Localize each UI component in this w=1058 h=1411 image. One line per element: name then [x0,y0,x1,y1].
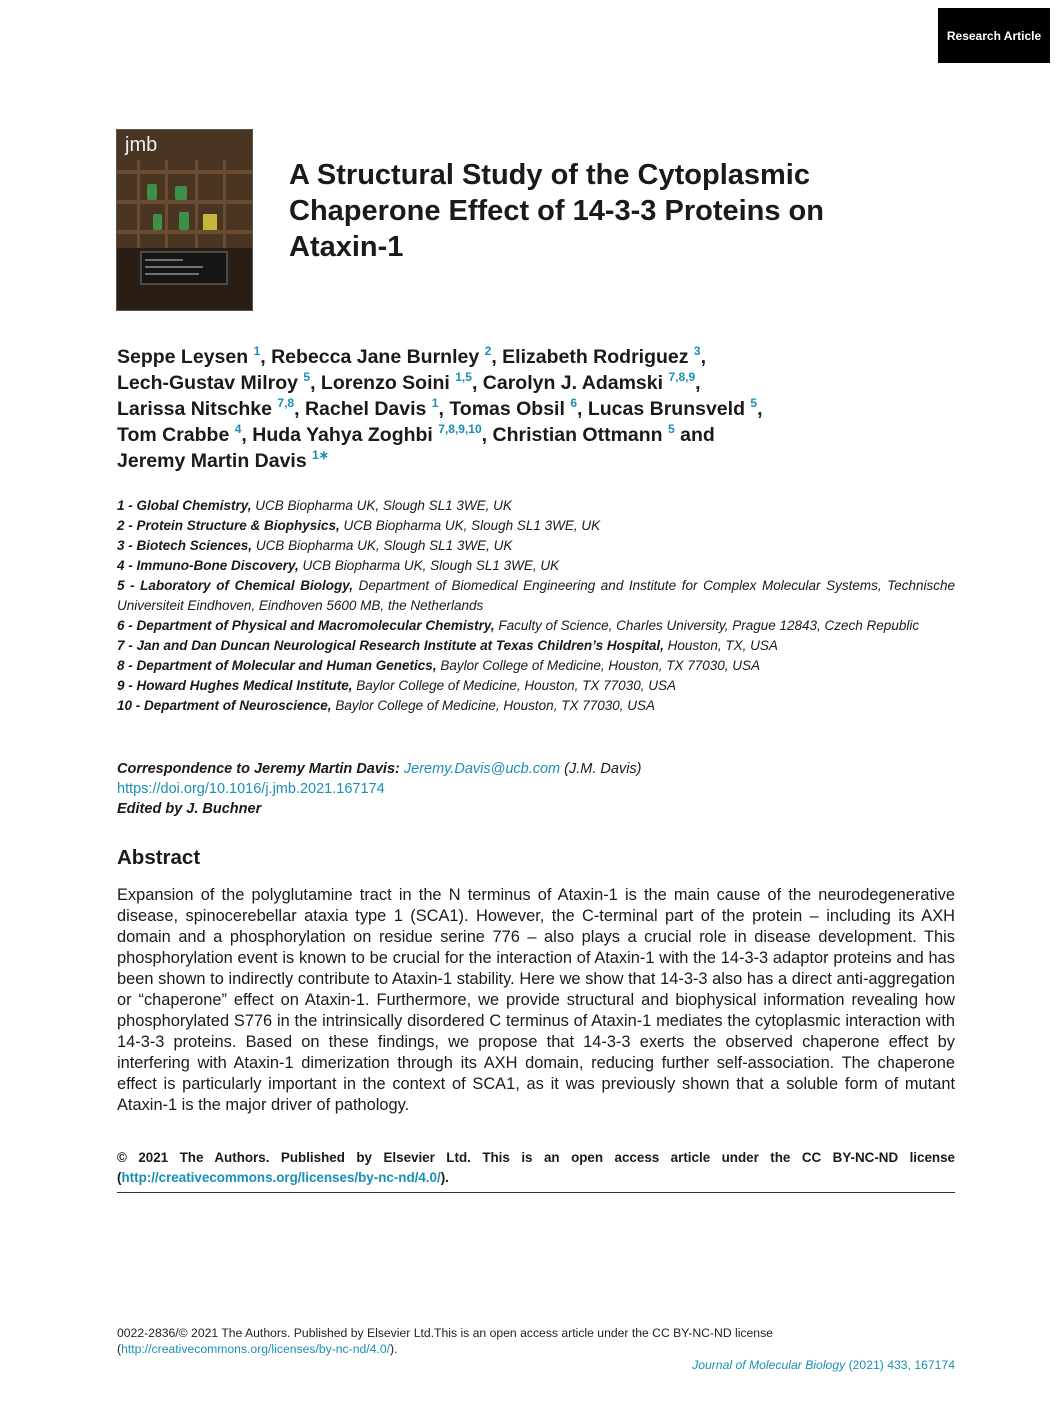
affiliation-item [117,676,955,696]
author-separator: , [260,346,272,368]
affiliation-list [117,496,955,716]
affiliation-address: Baylor College of Medicine, Houston, TX 77030, USA [331,698,655,713]
author-separator: , [471,372,483,394]
author-affiliation-marker[interactable]: 2 [484,344,492,358]
affiliation-item [117,576,955,616]
author-name: Lorenzo Soini [320,372,456,394]
license-link[interactable]: http://creativecommons.org/licenses/by-nc-nd/4.0/ [121,1170,441,1185]
author-affiliation-marker[interactable]: 5 [668,422,675,436]
affiliation-item [117,656,955,676]
author-affiliation-marker[interactable]: 3 [693,344,701,358]
author-separator: and [674,424,715,446]
affiliation-address: UCB Biopharma UK, Slough SL1 3WE, UK [252,538,513,553]
affiliation-org: 3 - Biotech Sciences, [117,538,253,553]
affiliation-item [117,556,955,576]
affiliation-item [117,496,955,516]
affiliation-address: Baylor College of Medicine, Houston, TX 77030, USA [436,658,760,673]
author-name: Elizabeth Rodriguez [502,346,694,368]
author-separator: , [481,424,493,446]
affiliation-item [117,696,955,716]
license-text-end: ). [440,1170,449,1185]
article-title: A Structural Study of the Cytoplasmic Chaperone Effect of 14-3-3 Proteins on Ataxin-1 [289,159,824,263]
license-text: © 2021 The Authors. Published by Elsevier Ltd. This is an open access article under the CC BY-NC-ND license ( [117,1150,955,1185]
author-affiliation-marker[interactable]: 6 [570,396,577,410]
correspondence-block [117,759,955,819]
affiliation-org: 10 - Department of Neuroscience, [117,698,332,713]
author-name: Tom Crabbe [117,424,235,446]
footer-copyright-end: ). [390,1342,398,1356]
author-name: Rachel Davis [304,398,432,420]
author-affiliation-marker[interactable]: 7,8 [277,396,295,410]
cover-shelves-illustration [117,130,252,310]
affiliation-address: Faculty of Science, Charles University, Prague 12843, Czech Republic [494,618,920,633]
edited-by: Edited by J. Buchner [117,801,262,817]
author-separator: , [757,398,763,420]
author-affiliation-marker[interactable]: 7,8,9,10 [438,422,482,436]
author-name: Christian Ottmann [492,424,669,446]
abstract-text: Expansion of the polyglutamine tract in the N terminus of Ataxin-1 is the main cause of the neurodegenerative disease, spinocerebellar ataxia type 1 (SCA1). However, the C-terminal part of the protein – including its AXH domain and a phosphorylation on residue serine 776 – also plays a crucial role in disease development. This phosphorylation event is known to be crucial for the interaction of Ataxin-1 with the 14-3-3 adaptor proteins and has been shown to indirectly contribute to Ataxin-1 stability. Here we show that 14-3-3 also has a direct anti-aggregation or “chaperone” effect on Ataxin-1. Furthermore, we provide structural and biophysical information revealing how phosphorylated S776 in the intrinsically disordered C terminus of Ataxin-1 mediates the cytoplasmic interaction with 14-3-3 proteins. Based on these findings, we propose that 14-3-3 exerts the observed chaperone effect by interfering with Ataxin-1 dimerization through its AXH domain, reducing further self-association. The chaperone effect is particularly important in the context of SCA1, as it was previously shown that a soluble form of mutant Ataxin-1 is the major driver of pathology. [117,886,955,1114]
affiliation-item [117,616,955,636]
research-article-badge: Research Article [938,8,1050,63]
author-name: Rebecca Jane Burnley [271,346,485,368]
author-affiliation-marker[interactable]: 5 [303,370,311,384]
affiliation-org: 1 - Global Chemistry, [117,498,252,513]
footer-citation[interactable]: (2021) 433, 167174 [848,1358,955,1372]
correspondence-email-link[interactable]: Jeremy.Davis@ucb.com [403,761,561,777]
affiliation-address: UCB Biopharma UK, Slough SL1 3WE, UK [339,518,601,533]
affiliation-address: Baylor College of Medicine, Houston, TX 77030, USA [352,678,676,693]
author-name: Tomas Obsil [449,398,571,420]
author-name: Carolyn J. Adamski [482,372,669,394]
author-separator: , [700,346,707,368]
author-name: Lech-Gustav Milroy [117,372,304,394]
abstract-divider [117,1192,955,1193]
author-affiliation-marker[interactable]: 1∗ [312,448,329,462]
correspondence-who: (J.M. Davis) [564,761,642,777]
journal-cover-image [116,129,253,311]
affiliation-item [117,636,955,656]
affiliation-org: 5 - Laboratory of Chemical Biology, [117,578,353,593]
affiliation-org: 2 - Protein Structure & Biophysics, [117,518,340,533]
author-affiliation-marker[interactable]: 4 [234,422,242,436]
affiliation-address: Houston, TX, USA [663,638,778,653]
affiliation-org: 8 - Department of Molecular and Human Genetics, [117,658,437,673]
affiliation-item [117,536,955,556]
author-name: Larissa Nitschke [117,398,278,420]
author-affiliation-marker[interactable]: 1,5 [455,370,472,384]
affiliation-org: 4 - Immuno-Bone Discovery, [117,558,299,573]
author-separator: , [491,346,503,368]
affiliation-org: 6 - Department of Physical and Macromolecular Chemistry, [117,618,495,633]
correspondence-label: Correspondence to Jeremy Martin Davis: [117,761,400,777]
author-affiliation-marker[interactable]: 7,8,9 [668,370,696,384]
footer-license-link[interactable]: http://creativecommons.org/licenses/by-nc-nd/4.0/ [121,1342,390,1356]
author-separator: , [438,398,450,420]
author-separator: , [310,372,321,394]
author-list [117,344,957,474]
cover-logo: jmb [125,134,158,156]
author-separator: , [241,424,253,446]
author-affiliation-marker[interactable]: 1 [431,396,439,410]
affiliation-address: Department of Biomedical Engineering and Institute for Complex Molecular Systems, Technische Universiteit Eindhoven, Eindhoven 5600 MB, the Netherlands [117,578,955,613]
author-name: Lucas Brunsveld [587,398,751,420]
footer-journal-name[interactable]: Journal of Molecular Biology [692,1358,846,1372]
author-affiliation-marker[interactable]: 5 [750,396,758,410]
affiliation-org: 7 - Jan and Dan Duncan Neurological Research Institute at Texas Children’s Hospital, [117,638,664,653]
affiliation-org: 9 - Howard Hughes Medical Institute, [117,678,353,693]
doi-link[interactable]: https://doi.org/10.1016/j.jmb.2021.167174 [117,781,385,797]
affiliation-item [117,516,955,536]
license-statement [117,1148,955,1188]
affiliation-address: UCB Biopharma UK, Slough SL1 3WE, UK [298,558,560,573]
affiliation-address: UCB Biopharma UK, Slough SL1 3WE, UK [251,498,512,513]
author-name: Huda Yahya Zoghbi [252,424,439,446]
author-affiliation-marker[interactable]: 1 [253,344,261,358]
author-name: Seppe Leysen [117,346,254,368]
author-separator: , [695,372,701,394]
abstract-heading: Abstract [117,846,201,869]
footer-copyright: 0022-2836/© 2021 The Authors. Published by Elsevier Ltd.This is an open access article under the CC BY-NC-ND license ( [117,1326,773,1356]
page-footer [117,1325,955,1373]
author-separator: , [294,398,305,420]
author-separator: , [577,398,588,420]
author-name: Jeremy Martin Davis [117,450,313,472]
